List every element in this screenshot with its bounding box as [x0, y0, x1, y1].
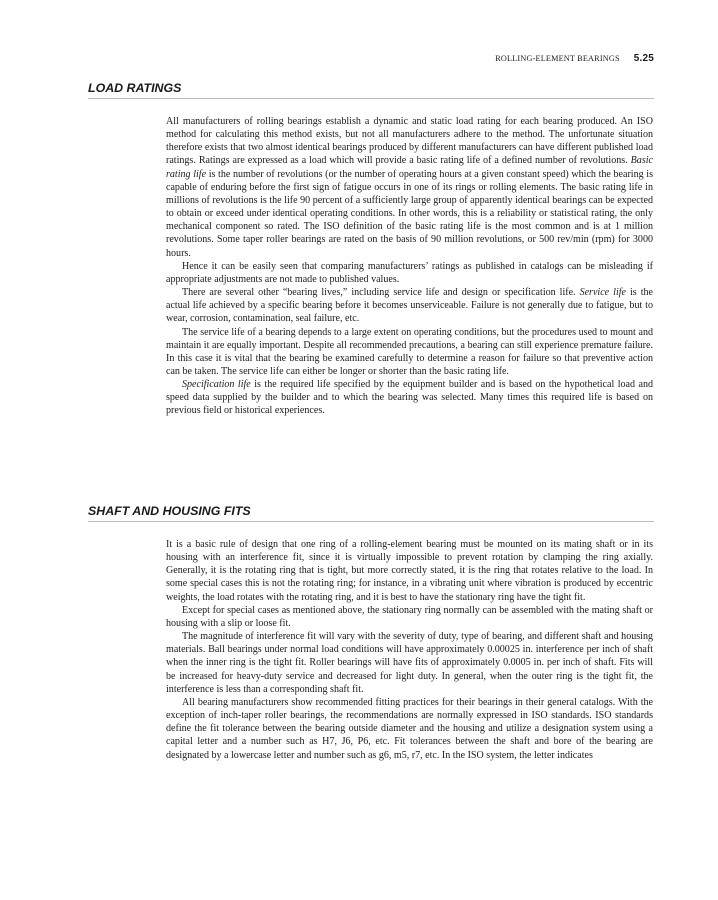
text-run: is the required life specified by the equipment builder and is based on the hypothetical load and speed data supplied by the builder and to which the bearing was selected. Many times this required life is based on previous field or historical experiences. — [166, 379, 653, 417]
text-run: There are several other “bearing lives,” including service life and design or specification life. — [182, 287, 580, 299]
text-run: is the number of revolutions (or the number of operating hours at a given constant speed) which the bearing is capable of enduring before the first sign of fatigue occurs in one of its rings or rolling elements. The basic rating life in millions of revolutions is the life 90 percent of a sufficiently large group of apparently identical bearings can be expected to obtain or exceed under identical operating conditions. In other words, this is a reliability or statistical rating, the only mechanical component so rated. The ISO definition of the basic rating life is the most common and is at 1 million revolutions. Some taper roller bearings are rated on the basis of 90 million revolutions, or 500 rev/min (rpm) for 3000 hours. — [166, 168, 653, 259]
paragraph — [166, 326, 653, 379]
paragraph — [166, 604, 653, 630]
section-heading-load-ratings: LOAD RATINGS — [88, 81, 654, 99]
shaft-housing-fits-body — [166, 538, 653, 762]
paragraph — [166, 286, 653, 325]
text-run: Hence it can be easily seen that comparing manufacturers’ ratings as published in catalogs can be misleading if appropriate adjustments are not made to published values. — [166, 260, 653, 285]
page-number: 5.25 — [633, 53, 654, 64]
text-run: All manufacturers of rolling bearings establish a dynamic and static load rating for each bearing produced. An ISO method for calculating this method exists, but not all manufacturers adhere to the method. The unfortunate situation therefore exists that two almost identical bearings produced by different manufacturers can have different published load ratings. Ratings are expressed as a load which will provide a basic rating life of a defined number of revolutions. — [166, 116, 653, 167]
text-run: Except for special cases as mentioned above, the stationary ring normally can be assembled with the mating shaft or housing with a slip or loose fit. — [166, 604, 653, 629]
paragraph — [166, 378, 653, 417]
text-run: All bearing manufacturers show recommended fitting practices for their bearings in their general catalogs. With the exception of inch-taper roller bearings, the recommendations are normally expressed in ISO standards. ISO standards define the fit tolerance between the bearing outside diameter and the housing and utilize a designation system using a capital letter and a number such as H7, J6, P6, etc. Fit tolerances between the shaft and bore of the bearing are designated by a lowercase letter and number such as g6, m5, r7, etc. In the ISO system, the letter indicates — [166, 696, 653, 761]
running-title: ROLLING-ELEMENT BEARINGS — [495, 54, 620, 63]
section-heading-shaft-and-housing-fits: SHAFT AND HOUSING FITS — [88, 504, 654, 522]
paragraph — [166, 260, 653, 286]
paragraph — [166, 538, 653, 604]
text-run: The magnitude of interference fit will vary with the severity of duty, type of bearing, and different shaft and housing materials. Ball bearings under normal load conditions will have approximately 0.00025 in. interference per inch of shaft when the inner ring is the tight fit. Roller bearings will have fits of approximately 0.0005 in. per inch of shaft. Fits will be increased for heavy-duty service and decreased for light duty. In general, when the outer ring is the tight fit, the interference is less than a corresponding shaft fit. — [166, 631, 653, 695]
load-ratings-body — [166, 115, 653, 418]
text-run: It is a basic rule of design that one ring of a rolling-element bearing must be mounted on its mating shaft or in its housing with an interference fit, since it is virtually impossible to prevent rotation by clamping the ring axially. Generally, it is the rotating ring that is tight, but more correctly stated, it is the ring that rotates relative to the load. In some special cases this is not the rotating ring; for instance, in a vibrating unit where vibration is produced by eccentric weights, the load rotates with the rotating ring, and it is best to have the stationary ring have the tight fit. — [166, 539, 653, 603]
term-basic-rating-life: Basic rating life — [166, 155, 653, 180]
term-specification-life: Specification life — [182, 379, 251, 391]
running-head — [495, 53, 654, 64]
paragraph — [166, 115, 653, 260]
term-service-life: Service life — [579, 287, 626, 299]
paragraph — [166, 696, 653, 762]
text-run: The service life of a bearing depends to a large extent on operating conditions, but the procedures used to mount and maintain it are equally important. Despite all recommended precautions, a bearing can still experience premature failure. In this case it is vital that the bearing be examined carefully to determine a reason for failure so that preventive action can be taken. The service life can either be longer or shorter than the basic rating life. — [166, 326, 653, 377]
text-run: is the actual life achieved by a specific bearing before it becomes unserviceable. Failure is not generally due to fatigue, but to wear, corrosion, contamination, seal failure, etc. — [166, 287, 653, 325]
paragraph — [166, 630, 653, 696]
